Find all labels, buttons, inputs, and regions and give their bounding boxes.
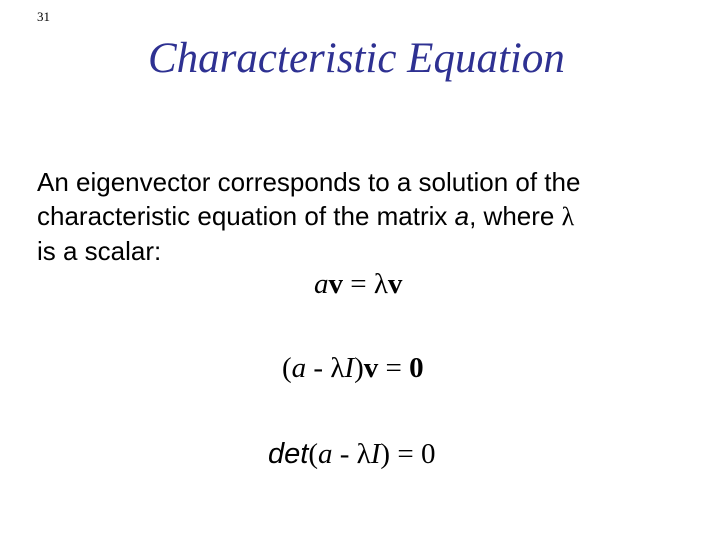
body-text <box>37 165 712 268</box>
lambda-symbol: λ <box>561 202 575 231</box>
eq2-equals: = <box>378 352 410 384</box>
eq2-close: ) <box>354 352 364 384</box>
eq3-equals: = <box>390 438 421 470</box>
eq2-zero-vector: 0 <box>409 352 424 384</box>
eq2-open: ( <box>282 352 292 384</box>
equation-determinant <box>268 437 435 471</box>
eq1-equals: = <box>343 268 374 300</box>
body-line-1: An eigenvector corresponds to a solution of the <box>37 167 581 197</box>
eq2-matrix: a <box>291 352 307 384</box>
eq2-lambda: λ <box>330 352 345 384</box>
eq1-matrix: a <box>314 268 329 300</box>
equation-eigen <box>314 267 402 301</box>
eq3-det: det <box>268 438 309 470</box>
eq3-minus: - <box>332 438 357 470</box>
eq3-zero: 0 <box>420 438 436 470</box>
body-line-2-mid: , where <box>469 201 562 231</box>
slide-number: 31 <box>37 9 50 24</box>
slide-title: Characteristic Equation <box>148 35 565 82</box>
eq1-vector: v <box>328 268 343 300</box>
eq3-matrix: a <box>318 438 333 470</box>
eq3-close: ) <box>380 438 391 470</box>
body-line-2-text: characteristic equation of the matrix <box>37 201 455 231</box>
equation-homogeneous <box>282 351 424 385</box>
matrix-variable: a <box>454 201 470 231</box>
eq2-identity: I <box>344 352 355 384</box>
eq3-open: ( <box>308 438 318 470</box>
eq1-rhs-vector: v <box>387 268 403 300</box>
body-line-3: is a scalar: <box>37 236 162 266</box>
eq2-minus: - <box>306 352 331 384</box>
body-line-2 <box>37 199 712 234</box>
eq2-vector: v <box>363 352 379 384</box>
eq3-lambda: λ <box>356 438 371 470</box>
eq3-identity: I <box>370 438 381 470</box>
eq1-lambda: λ <box>373 268 388 300</box>
